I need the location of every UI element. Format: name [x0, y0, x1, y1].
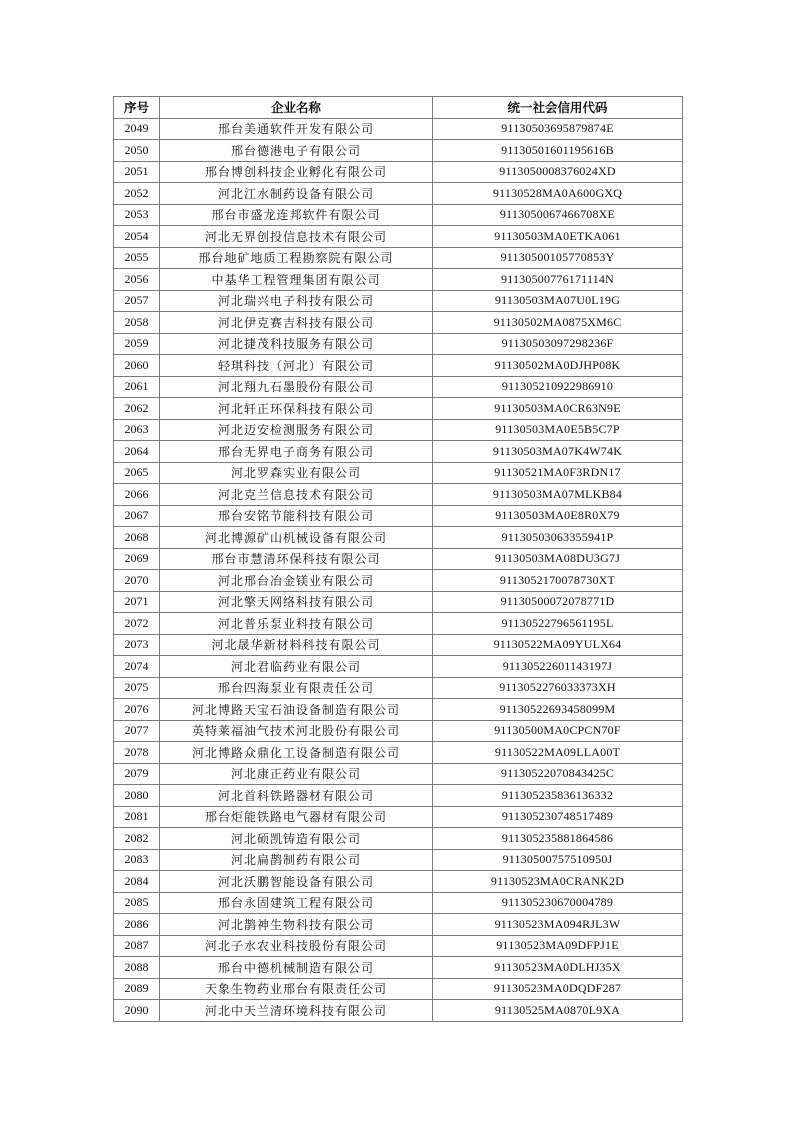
credit-code-cell: 911305230670004789 [433, 892, 683, 914]
credit-code-cell: 911305230748517489 [433, 806, 683, 828]
table-row [114, 914, 683, 936]
enterprise-name-cell: 邢台博创科技企业孵化有限公司 [160, 161, 433, 183]
serial-number-cell: 2076 [114, 699, 160, 721]
enterprise-name-cell: 河北鹊神生物科技有限公司 [160, 914, 433, 936]
table-row [114, 785, 683, 807]
credit-code-cell: 91130525MA0870L9XA [433, 1000, 683, 1022]
table-row [114, 269, 683, 291]
serial-number-cell: 2051 [114, 161, 160, 183]
table-row [114, 677, 683, 699]
credit-code-cell: 9113050067466708XE [433, 204, 683, 226]
enterprise-name-cell: 河北伊克赛吉科技有限公司 [160, 312, 433, 334]
header-credit-code: 统一社会信用代码 [433, 97, 683, 119]
credit-code-cell: 9113050008376024XD [433, 161, 683, 183]
serial-number-cell: 2079 [114, 763, 160, 785]
enterprise-registry-table [113, 96, 683, 1022]
enterprise-name-cell: 河北擎天网络科技有限公司 [160, 591, 433, 613]
enterprise-name-cell: 河北轩正环保科技有限公司 [160, 398, 433, 420]
enterprise-name-cell: 河北瑞兴电子科技有限公司 [160, 290, 433, 312]
serial-number-cell: 2087 [114, 935, 160, 957]
credit-code-cell: 91130503MA07U0L19G [433, 290, 683, 312]
table-row [114, 161, 683, 183]
serial-number-cell: 2078 [114, 742, 160, 764]
enterprise-name-cell: 河北江水制药设备有限公司 [160, 183, 433, 205]
enterprise-name-cell: 河北首科铁路器材有限公司 [160, 785, 433, 807]
table-row [114, 484, 683, 506]
credit-code-cell: 91130503MA08DU3G7J [433, 548, 683, 570]
enterprise-name-cell: 河北克兰信息技术有限公司 [160, 484, 433, 506]
enterprise-name-cell: 天象生物药业邢台有限责任公司 [160, 978, 433, 1000]
enterprise-name-cell: 河北中天兰清环境科技有限公司 [160, 1000, 433, 1022]
table-row [114, 140, 683, 162]
serial-number-cell: 2073 [114, 634, 160, 656]
enterprise-name-cell: 邢台德港电子有限公司 [160, 140, 433, 162]
serial-number-cell: 2074 [114, 656, 160, 678]
serial-number-cell: 2066 [114, 484, 160, 506]
header-enterprise-name: 企业名称 [160, 97, 433, 119]
enterprise-name-cell: 中基华工程管理集团有限公司 [160, 269, 433, 291]
table-row [114, 247, 683, 269]
table-row [114, 613, 683, 635]
credit-code-cell: 91130523MA0DLHJ35X [433, 957, 683, 979]
credit-code-cell: 91130523MA094RJL3W [433, 914, 683, 936]
serial-number-cell: 2056 [114, 269, 160, 291]
credit-code-cell: 91130522693458099M [433, 699, 683, 721]
serial-number-cell: 2088 [114, 957, 160, 979]
table-row [114, 548, 683, 570]
serial-number-cell: 2065 [114, 462, 160, 484]
serial-number-cell: 2052 [114, 183, 160, 205]
credit-code-cell: 91130522601143197J [433, 656, 683, 678]
serial-number-cell: 2059 [114, 333, 160, 355]
enterprise-name-cell: 河北博路天宝石油设备制造有限公司 [160, 699, 433, 721]
table-row [114, 699, 683, 721]
table-row [114, 656, 683, 678]
enterprise-name-cell: 河北邢台冶金镁业有限公司 [160, 570, 433, 592]
credit-code-cell: 91130503097298236F [433, 333, 683, 355]
serial-number-cell: 2071 [114, 591, 160, 613]
enterprise-name-cell: 邢台安铭节能科技有限公司 [160, 505, 433, 527]
serial-number-cell: 2085 [114, 892, 160, 914]
serial-number-cell: 2089 [114, 978, 160, 1000]
credit-code-cell: 91130502MA0DJHP08K [433, 355, 683, 377]
enterprise-name-cell: 邢台炬能铁路电气器材有限公司 [160, 806, 433, 828]
enterprise-name-cell: 邢台美通软件开发有限公司 [160, 118, 433, 140]
table-row [114, 806, 683, 828]
credit-code-cell: 91130500MA0CPCN70F [433, 720, 683, 742]
table-row [114, 355, 683, 377]
enterprise-name-cell: 河北捷茂科技服务有限公司 [160, 333, 433, 355]
credit-code-cell: 91130503MA0CR63N9E [433, 398, 683, 420]
enterprise-name-cell: 邢台市盛龙连邦软件有限公司 [160, 204, 433, 226]
table-row [114, 462, 683, 484]
credit-code-cell: 91130523MA09DFPJ1E [433, 935, 683, 957]
serial-number-cell: 2064 [114, 441, 160, 463]
credit-code-cell: 91130503MA0ETKA061 [433, 226, 683, 248]
serial-number-cell: 2083 [114, 849, 160, 871]
serial-number-cell: 2058 [114, 312, 160, 334]
credit-code-cell: 91130500776171114N [433, 269, 683, 291]
serial-number-cell: 2060 [114, 355, 160, 377]
serial-number-cell: 2081 [114, 806, 160, 828]
credit-code-cell: 911305235881864586 [433, 828, 683, 850]
enterprise-name-cell: 邢台地矿地质工程勘察院有限公司 [160, 247, 433, 269]
table-row [114, 634, 683, 656]
serial-number-cell: 2084 [114, 871, 160, 893]
table-row [114, 935, 683, 957]
table-row [114, 118, 683, 140]
enterprise-name-cell: 河北硕凯铸造有限公司 [160, 828, 433, 850]
credit-code-cell: 9113052276033373XH [433, 677, 683, 699]
serial-number-cell: 2080 [114, 785, 160, 807]
table-row [114, 742, 683, 764]
enterprise-name-cell: 河北无界创投信息技术有限公司 [160, 226, 433, 248]
enterprise-name-cell: 轻琪科技（河北）有限公司 [160, 355, 433, 377]
table-row [114, 183, 683, 205]
table-row [114, 333, 683, 355]
enterprise-name-cell: 河北康正药业有限公司 [160, 763, 433, 785]
table-row [114, 441, 683, 463]
enterprise-name-cell: 河北沃鹏智能设备有限公司 [160, 871, 433, 893]
credit-code-cell: 91130503063355941P [433, 527, 683, 549]
enterprise-name-cell: 河北罗森实业有限公司 [160, 462, 433, 484]
credit-code-cell: 911305235836136332 [433, 785, 683, 807]
serial-number-cell: 2072 [114, 613, 160, 635]
table-row [114, 720, 683, 742]
credit-code-cell: 9113052170078730XT [433, 570, 683, 592]
credit-code-cell: 91130522MA09YULX64 [433, 634, 683, 656]
serial-number-cell: 2082 [114, 828, 160, 850]
enterprise-name-cell: 英特莱福油气技术河北股份有限公司 [160, 720, 433, 742]
serial-number-cell: 2067 [114, 505, 160, 527]
credit-code-cell: 91130502MA0875XM6C [433, 312, 683, 334]
credit-code-cell: 91130503MA0E8R0X79 [433, 505, 683, 527]
credit-code-cell: 91130523MA0CRANK2D [433, 871, 683, 893]
serial-number-cell: 2050 [114, 140, 160, 162]
enterprise-name-cell: 河北博路众鼎化工设备制造有限公司 [160, 742, 433, 764]
enterprise-name-cell: 河北晟华新材料科技有限公司 [160, 634, 433, 656]
table-row [114, 763, 683, 785]
credit-code-cell: 91130500072078771D [433, 591, 683, 613]
table-row [114, 505, 683, 527]
serial-number-cell: 2053 [114, 204, 160, 226]
credit-code-cell: 91130500105770853Y [433, 247, 683, 269]
enterprise-name-cell: 邢台无界电子商务有限公司 [160, 441, 433, 463]
enterprise-name-cell: 河北普乐泵业科技有限公司 [160, 613, 433, 635]
enterprise-name-cell: 河北博源矿山机械设备有限公司 [160, 527, 433, 549]
credit-code-cell: 911305210922986910 [433, 376, 683, 398]
serial-number-cell: 2070 [114, 570, 160, 592]
credit-code-cell: 91130501601195616B [433, 140, 683, 162]
table-row [114, 419, 683, 441]
credit-code-cell: 91130522070843425C [433, 763, 683, 785]
serial-number-cell: 2062 [114, 398, 160, 420]
table-row [114, 1000, 683, 1022]
table-row [114, 849, 683, 871]
table-row [114, 828, 683, 850]
table-row [114, 398, 683, 420]
credit-code-cell: 91130523MA0DQDF287 [433, 978, 683, 1000]
enterprise-name-cell: 邢台四海泵业有限责任公司 [160, 677, 433, 699]
serial-number-cell: 2090 [114, 1000, 160, 1022]
serial-number-cell: 2049 [114, 118, 160, 140]
credit-code-cell: 91130522MA09LLA00T [433, 742, 683, 764]
table-row [114, 591, 683, 613]
serial-number-cell: 2069 [114, 548, 160, 570]
table-row [114, 226, 683, 248]
table-row [114, 892, 683, 914]
serial-number-cell: 2077 [114, 720, 160, 742]
credit-code-cell: 91130500757510950J [433, 849, 683, 871]
serial-number-cell: 2068 [114, 527, 160, 549]
credit-code-cell: 91130503MA0E5B5C7P [433, 419, 683, 441]
enterprise-name-cell: 邢台永固建筑工程有限公司 [160, 892, 433, 914]
enterprise-name-cell: 河北扁鹊制药有限公司 [160, 849, 433, 871]
table-row [114, 312, 683, 334]
credit-code-cell: 91130528MA0A600GXQ [433, 183, 683, 205]
enterprise-name-cell: 邢台市慧清环保科技有限公司 [160, 548, 433, 570]
table-row [114, 978, 683, 1000]
serial-number-cell: 2063 [114, 419, 160, 441]
serial-number-cell: 2075 [114, 677, 160, 699]
enterprise-name-cell: 河北迈安检测服务有限公司 [160, 419, 433, 441]
table-header-row [114, 97, 683, 119]
table-row [114, 290, 683, 312]
serial-number-cell: 2057 [114, 290, 160, 312]
serial-number-cell: 2086 [114, 914, 160, 936]
credit-code-cell: 91130521MA0F3RDN17 [433, 462, 683, 484]
table-row [114, 376, 683, 398]
enterprise-name-cell: 邢台中德机械制造有限公司 [160, 957, 433, 979]
credit-code-cell: 91130522796561195L [433, 613, 683, 635]
credit-code-cell: 91130503MA07MLKB84 [433, 484, 683, 506]
table-row [114, 871, 683, 893]
serial-number-cell: 2054 [114, 226, 160, 248]
enterprise-name-cell: 河北君临药业有限公司 [160, 656, 433, 678]
serial-number-cell: 2061 [114, 376, 160, 398]
credit-code-cell: 91130503MA07K4W74K [433, 441, 683, 463]
table-row [114, 527, 683, 549]
serial-number-cell: 2055 [114, 247, 160, 269]
enterprise-name-cell: 河北翔九石墨股份有限公司 [160, 376, 433, 398]
enterprise-name-cell: 河北子水农业科技股份有限公司 [160, 935, 433, 957]
table-row [114, 570, 683, 592]
credit-code-cell: 91130503695879874E [433, 118, 683, 140]
header-serial-number: 序号 [114, 97, 160, 119]
table-row [114, 957, 683, 979]
table-row [114, 204, 683, 226]
